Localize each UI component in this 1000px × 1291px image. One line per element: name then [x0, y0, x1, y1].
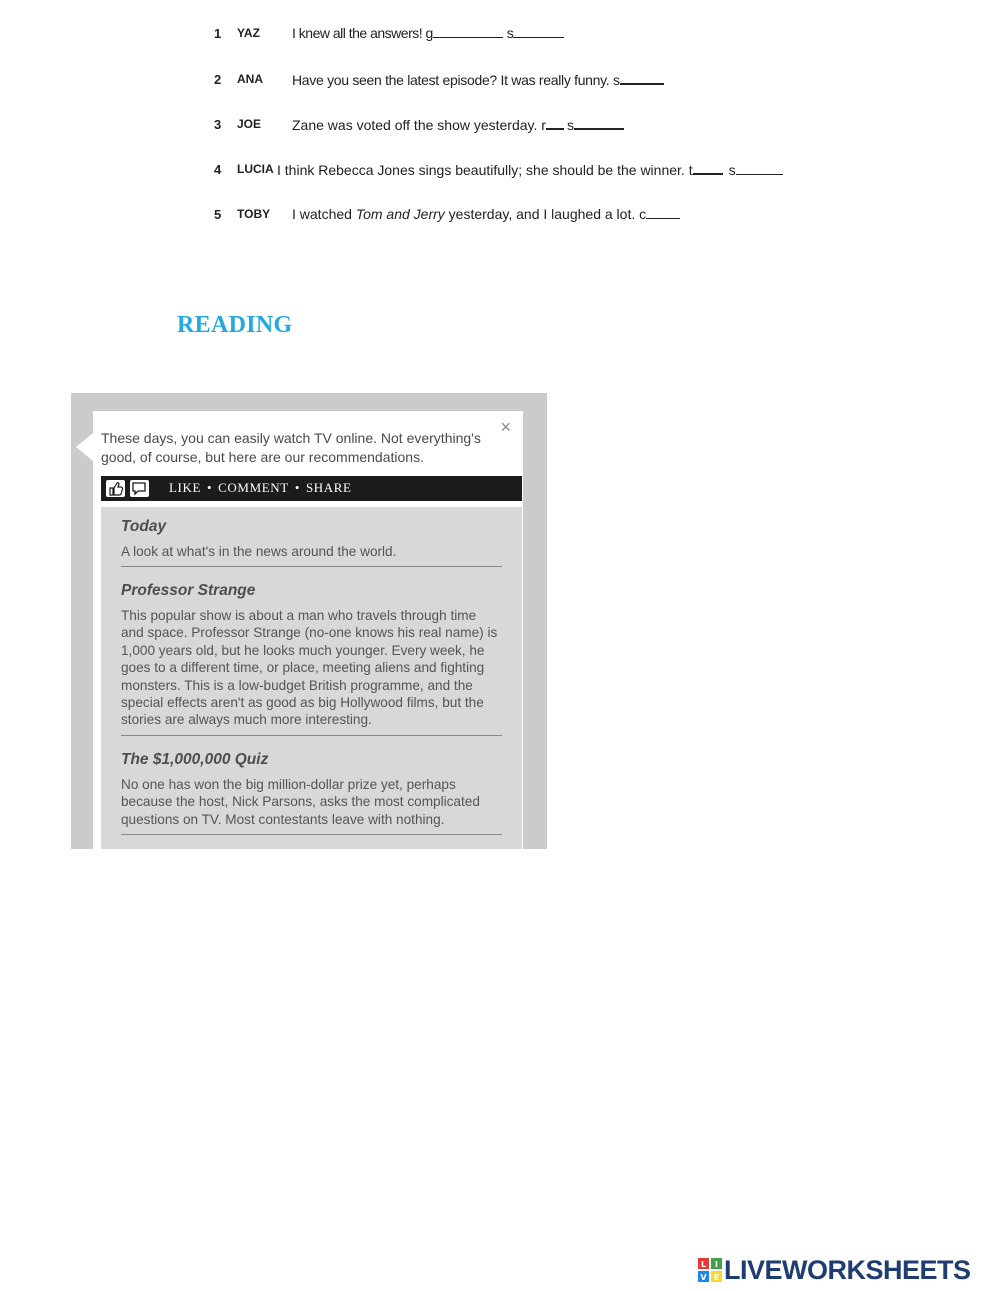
- svg-text:I: I: [715, 1260, 718, 1269]
- show-description: This popular show is about a man who travels through time and space. Professor Strange (no-one knows his real name) is 1,000 years old, but he looks much younger. Every week, he goes to a different time, or place, meeting aliens and fighting monsters. This is a low-budget British programme, and the special effects aren't as good as big Hollywood films, but the stories are always much more interesting.: [121, 608, 498, 728]
- speaker-name: JOE: [237, 117, 262, 131]
- question-text: Zane was voted off the show yesterday. r s: [292, 116, 624, 133]
- question-number: 1: [214, 26, 222, 41]
- show-item: [121, 582, 502, 736]
- speaker-name: TOBY: [237, 207, 271, 221]
- social-links: [169, 480, 352, 496]
- question-text: I think Rebecca Jones sings beautifully; she should be the winner. t s: [277, 161, 783, 178]
- article-panel: [71, 393, 547, 849]
- show-item: [121, 751, 502, 835]
- divider: [121, 834, 502, 835]
- answer-blank[interactable]: [513, 25, 564, 38]
- social-bar: [101, 476, 522, 501]
- answer-blank[interactable]: [646, 206, 680, 219]
- shows-list: [101, 507, 522, 849]
- bubble-tail: [76, 433, 93, 461]
- article-intro: These days, you can easily watch TV online. Not everything's good, of course, but here are our recommendations.: [101, 430, 481, 465]
- share-link[interactable]: SHARE: [305, 480, 352, 495]
- comment-icon[interactable]: [130, 480, 149, 497]
- show-description: A look at what's in the news around the world.: [121, 544, 397, 559]
- question-text: Have you seen the latest episode? It was really funny. s: [292, 71, 664, 88]
- answer-blank[interactable]: [736, 162, 783, 175]
- liveworksheets-logo: [698, 1255, 971, 1285]
- question-number: 4: [214, 162, 222, 177]
- close-icon[interactable]: ×: [500, 417, 511, 437]
- svg-text:E: E: [713, 1273, 720, 1282]
- divider: [121, 566, 502, 567]
- speaker-name: YAZ: [237, 26, 260, 40]
- svg-text:V: V: [700, 1273, 707, 1282]
- show-title: Professor Strange: [121, 582, 256, 599]
- answer-blank[interactable]: [620, 71, 664, 85]
- answer-blank[interactable]: [433, 25, 503, 38]
- logo-cubes-icon: [698, 1258, 722, 1282]
- thumbs-up-icon[interactable]: [106, 480, 125, 497]
- speaker-name: LUCIA: [237, 162, 274, 176]
- answer-blank[interactable]: [693, 161, 723, 175]
- show-item: [121, 518, 502, 567]
- speaker-name: ANA: [237, 72, 263, 86]
- divider: [121, 735, 502, 736]
- question-text: I watched Tom and Jerry yesterday, and I laughed a lot. c: [292, 206, 680, 222]
- comment-link[interactable]: COMMENT: [218, 480, 289, 495]
- speech-bubble: [93, 411, 523, 849]
- separator-dot: •: [294, 480, 300, 495]
- separator-dot: •: [207, 480, 213, 495]
- question-number: 5: [214, 207, 222, 222]
- answer-blank[interactable]: [546, 116, 564, 130]
- show-description: No one has won the big million-dollar prize yet, perhaps because the host, Nick Parsons, asks the most complicated questions on TV. Most contestants leave with nothing.: [121, 777, 480, 827]
- answer-blank[interactable]: [574, 116, 624, 130]
- reading-heading: READING: [177, 312, 293, 338]
- like-link[interactable]: LIKE: [169, 480, 201, 495]
- question-text: I knew all the answers! g s: [292, 25, 564, 41]
- svg-text:L: L: [700, 1260, 707, 1269]
- show-title: The $1,000,000 Quiz: [121, 751, 269, 768]
- question-number: 3: [214, 117, 222, 132]
- question-number: 2: [214, 72, 222, 87]
- show-title: Today: [121, 518, 167, 535]
- logo-text: LIVEWORKSHEETS: [724, 1254, 971, 1285]
